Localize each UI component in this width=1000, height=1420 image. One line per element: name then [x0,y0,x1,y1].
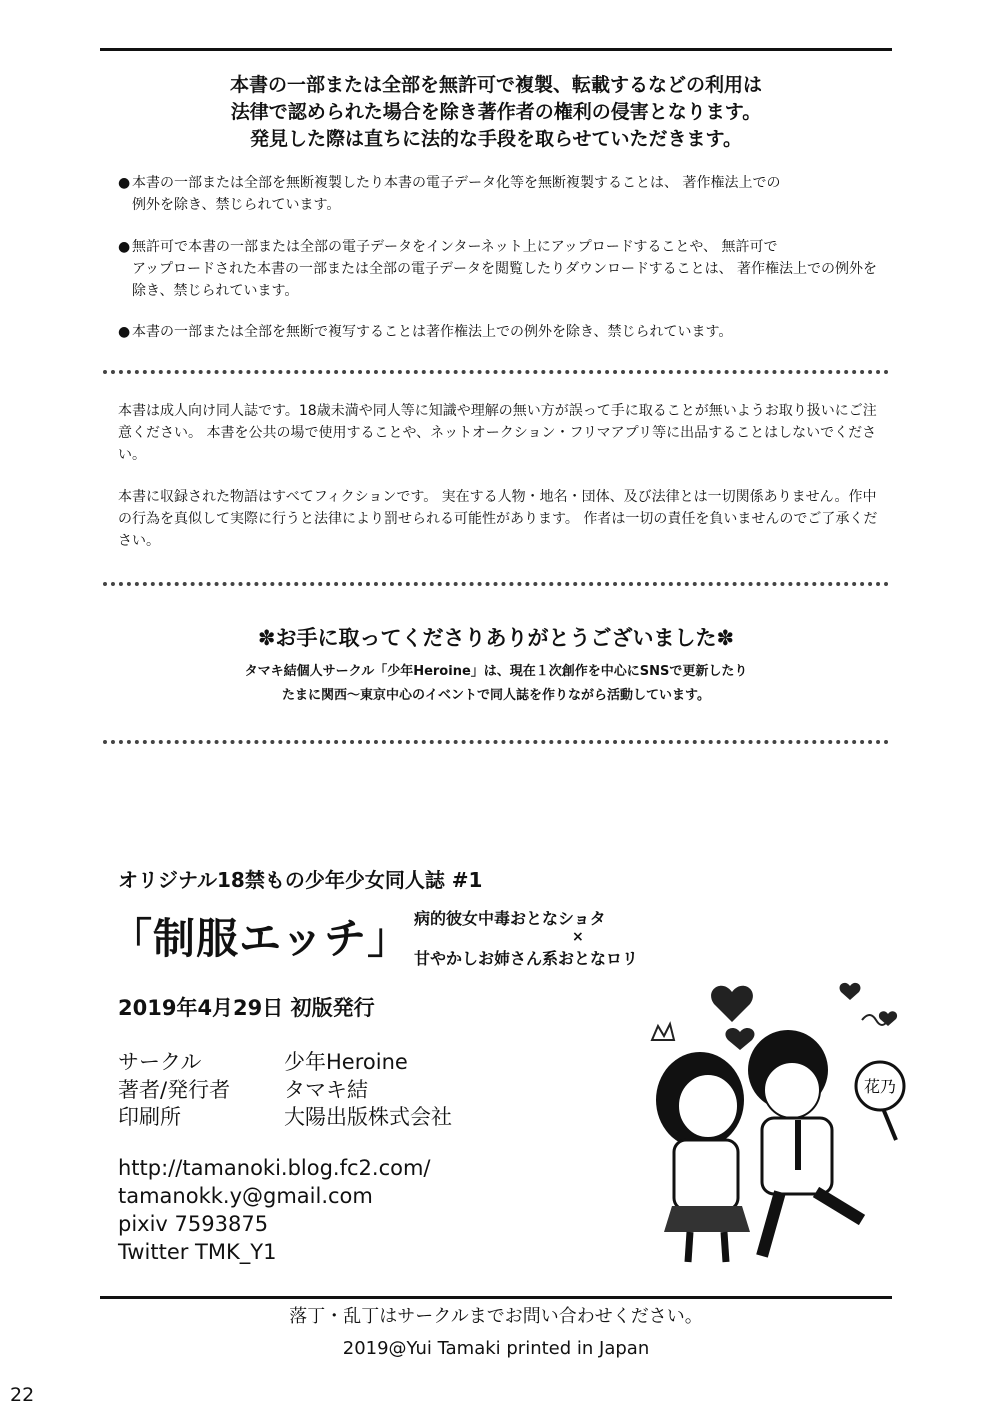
adult-notice-paragraph: 本書は成人向け同人誌です。18歳未満や同人等に知識や理解の無い方が誤って手に取ることが無いようお取り扱いにご注意ください。 本書を公共の場で使用することや、ネットオークション・フリマアプリ等に出品することはしないでください。 [118,403,877,463]
info-row-circle [118,1046,408,1076]
girl-body [674,1140,738,1210]
crown-icon [652,1024,674,1040]
bullet-text-rest: 例外を除き、禁じられています。 [132,197,341,213]
boy-leg [816,1192,862,1220]
info-value: 少年Heroine [284,1050,408,1074]
girl-face [678,1074,738,1138]
girl-skirt [664,1206,750,1232]
girl-leg [724,1232,726,1262]
circle-intro-line: たまに関西〜東京中心のイベントで同人誌を作りながら活動しています。 [282,688,710,703]
notice-line: 発見した際は直ちに法的な手段を取らせていただきます。 [250,128,742,150]
info-row-printer [118,1101,452,1131]
page-number: 22 [10,1384,35,1406]
info-row-author [118,1074,368,1104]
heart-icon [840,983,861,1000]
twitter-handle: Twitter TMK_Y1 [118,1240,277,1264]
info-value: 大陽出版株式会社 [284,1105,452,1129]
girl-leg [688,1232,690,1262]
pixiv-id: pixiv 7593875 [118,1212,269,1236]
dotted-divider [103,582,889,586]
boy-leg [762,1192,780,1256]
copyright-line: 2019@Yui Tamaki printed in Japan [342,1338,650,1359]
bullet-text: 本書の一部または全部を無断複製したり本書の電子データ化等を無断複製することは、 著作権法上での [132,175,781,191]
fan-label: 花乃 [863,1077,897,1096]
subtitle-cross: × [572,929,584,945]
blog-url[interactable]: http://tamanoki.blog.fc2.com/ [118,1156,431,1180]
top-rule [100,48,892,51]
footer-note: 落丁・乱丁はサークルまでお問い合わせください。 [289,1306,703,1327]
heart-icon [711,986,753,1022]
copyright-notice [100,72,892,153]
bullet-text: 無許可で本書の一部または全部の電子データをインターネット上にアップロードすることや、 無許可で [132,239,778,255]
notice-line: 法律で認められた場合を除き著作者の権利の侵害となります。 [230,101,762,123]
info-label: サークル [118,1050,202,1074]
boy-face [764,1062,820,1118]
heart-icon [725,1028,754,1050]
thanks-heading: ✽お手に取ってくださりありがとうございました✽ [257,626,735,650]
bullet-marker: ● [118,324,131,340]
bullet-text-rest: アップロードされた本書の一部または全部の電子データを閲覧したりダウンロードすることは、 著作権法上での例外を除き、禁じられています。 [132,261,878,299]
series-label: オリジナル18禁もの少年少女同人誌 #1 [118,868,483,892]
dotted-divider [103,740,889,744]
circle-intro-line: タマキ結個人サークル「少年Heroine」は、現在１次創作を中心にSNSで更新したり [244,664,748,679]
bullet-item [118,172,888,216]
footer-rule [100,1296,892,1299]
bullet-text: 本書の一部または全部を無断で複写することは著作権法上での例外を除き、禁じられています。 [132,324,733,340]
book-title: 「制服エッチ」 [110,914,411,963]
publish-date: 2019年4月29日 初版発行 [118,996,375,1020]
info-value: タマキ結 [284,1078,368,1102]
bullet-item [118,321,888,343]
bullet-marker: ● [118,175,131,191]
bullet-item [118,236,888,302]
fiction-notice-paragraph: 本書に収録された物語はすべてフィクションです。 実在する人物・地名・団体、及び法律とは一切関係ありません。作中の行為を真似して実際に行うと法律により罰せられる可能性があります。 作者は一切の責任を負いませんのでご了承ください。 [118,489,878,549]
circle-intro [100,660,892,708]
couple-illustration [612,980,932,1270]
dotted-divider [103,370,889,374]
info-label: 著者/発行者 [118,1078,231,1102]
heart-icon [879,1011,897,1026]
notice-line: 本書の一部または全部を無許可で複製、転載するなどの利用は [229,74,762,96]
subtitle-top: 病的彼女中毒おとなショタ [414,909,606,928]
subtitle-bottom: 甘やかしお姉さん系おとなロリ [414,949,639,968]
info-label: 印刷所 [118,1105,181,1129]
email-address[interactable]: tamanokk.y@gmail.com [118,1184,373,1208]
bullet-marker: ● [118,239,131,255]
